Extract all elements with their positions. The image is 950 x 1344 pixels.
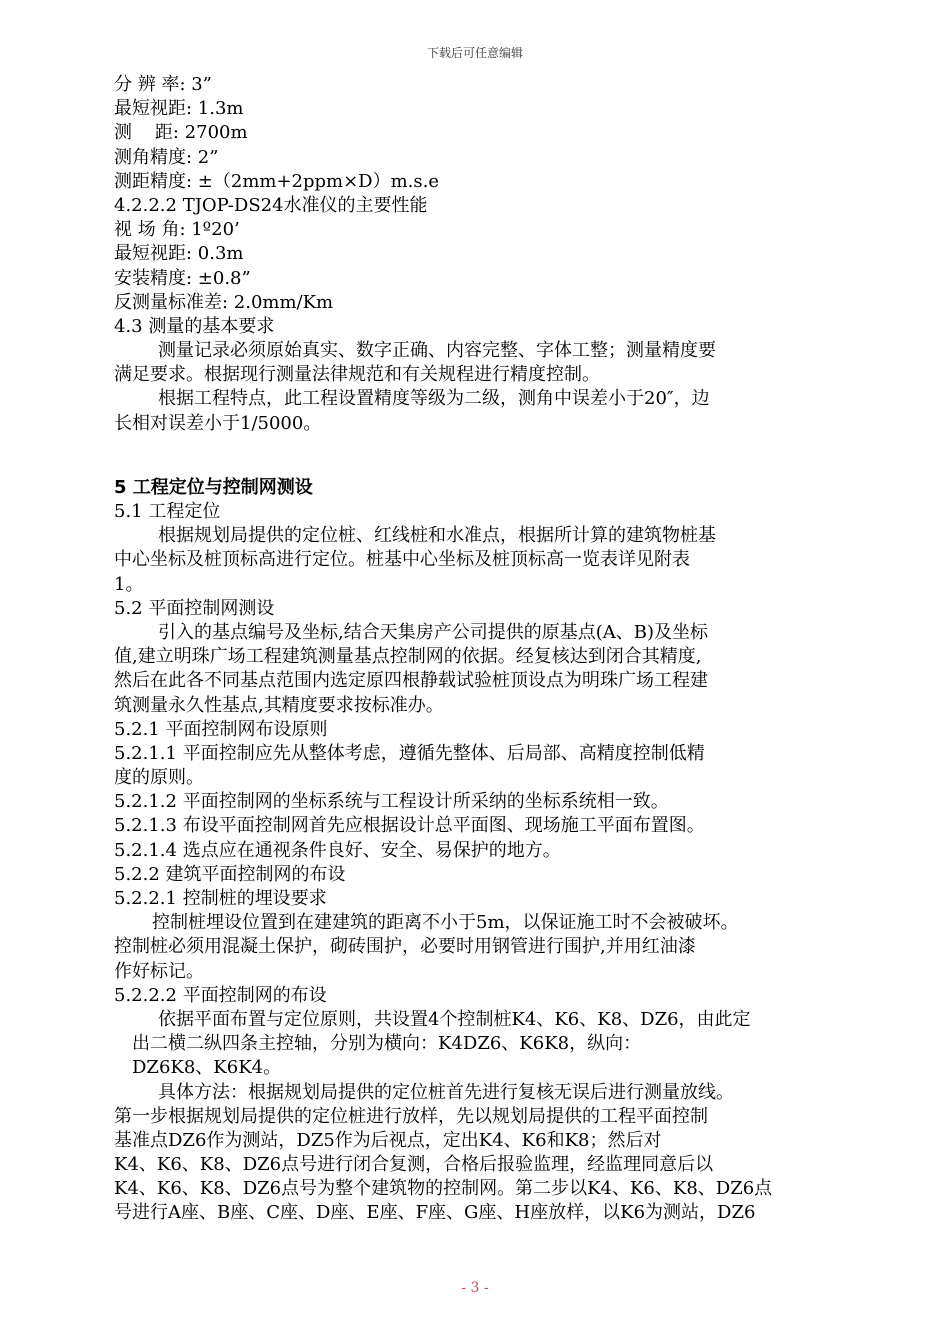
subsection-heading: 5.2.2.1 控制桩的埋设要求 [114, 888, 327, 909]
paragraph-line: 1。 [114, 573, 144, 595]
text-line: 测 距: 2700m [114, 122, 248, 144]
text-line: 分 辨 率: 3” [114, 74, 212, 95]
subsection-heading: 5.2.2 建筑平面控制网的布设 [114, 863, 346, 885]
subsection-heading: 5.2.2.2 平面控制网的布设 [114, 984, 327, 1006]
subsection-heading: 4.2.2.2 TJOP-DS24水准仪的主要性能 [114, 194, 428, 216]
paragraph-line: 5.2.1.3 布设平面控制网首先应根据设计总平面图、现场施工平面布置图。 [114, 815, 705, 837]
paragraph-line: 第一步根据规划局提供的定位桩进行放样，先以规划局提供的工程平面控制 [114, 1105, 708, 1127]
text-line: 反测量标准差: 2.0mm/Km [114, 291, 334, 313]
paragraph-line: 5.2.1.4 选点应在通视条件良好、安全、易保护的地方。 [114, 839, 561, 861]
text-line: 最短视距: 1.3m [114, 98, 244, 120]
paragraph-line: 满足要求。根据现行测量法律规范和有关规程进行精度控制。 [114, 364, 600, 386]
text-line: 最短视距: 0.3m [114, 243, 244, 265]
paragraph-line: 依据平面布置与定位原则，共设置4个控制桩K4、K6、K8、DZ6，由此定 [158, 1008, 751, 1030]
subsection-heading: 5.2.1 平面控制网布设原则 [114, 718, 328, 740]
paragraph-line: 然后在此各不同基点范围内选定原四根静载试验桩顶设点为明珠广场工程建 [114, 670, 708, 692]
paragraph-line: 控制桩埋设位置到在建建筑的距离不小于5m，以保证施工时不会被破坏。 [152, 912, 739, 934]
paragraph-line: DZ6K8、K6K4。 [132, 1057, 282, 1079]
document-body [114, 73, 856, 1226]
text-line: 安装精度: ±0.8” [114, 267, 251, 289]
text-line: 测距精度: ±（2mm+2ppm×D）m.s.e [114, 170, 440, 192]
paragraph-line: 根据工程特点，此工程设置精度等级为二级，测角中误差小于20″，边 [158, 388, 710, 410]
paragraph-line: 具体方法：根据规划局提供的定位桩首先进行复核无误后进行测量放线。 [158, 1081, 734, 1103]
paragraph-line: 5.2.1.1 平面控制应先从整体考虑，遵循先整体、后局部、高精度控制低精 [114, 742, 705, 764]
paragraph-line: 基准点DZ6作为测站，DZ5作为后视点，定出K4、K6和K8；然后对 [114, 1129, 662, 1151]
paragraph-line: 引入的基点编号及坐标,结合天集房产公司提供的原基点(A、B)及坐标 [158, 621, 708, 643]
paragraph-line: 5.2.1.2 平面控制网的坐标系统与工程设计所采纳的坐标系统相一致。 [114, 791, 669, 813]
paragraph-line: 测量记录必须原始真实、数字正确、内容完整、字体工整；测量精度要 [158, 340, 716, 362]
section-heading: 5 工程定位与控制网测设 [114, 476, 313, 498]
paragraph-line: K4、K6、K8、DZ6点号为整个建筑物的控制网。第二步以K4、K6、K8、DZ6点 [114, 1178, 773, 1200]
paragraph-line: K4、K6、K8、DZ6点号进行闭合复测，合格后报验监理，经监理同意后以 [114, 1154, 714, 1176]
subsection-heading: 4.3 测量的基本要求 [114, 315, 275, 337]
paragraph-line: 长相对误差小于1/5000。 [114, 412, 322, 434]
paragraph-line: 号进行A座、B座、C座、D座、E座、F座、G座、H座放样，以K6为测站，DZ6 [114, 1202, 756, 1224]
paragraph-line: 出二横二纵四条主控轴，分别为横向：K4DZ6、K6K8，纵向： [132, 1033, 642, 1055]
page-number: - 3 - [461, 1280, 489, 1296]
page-header: 下载后可任意编辑 [426, 46, 523, 60]
text-line: 测角精度: 2” [114, 146, 219, 168]
paragraph-line: 根据规划局提供的定位桩、红线桩和水准点，根据所计算的建筑物桩基 [158, 525, 716, 547]
paragraph-line: 作好标记。 [114, 960, 204, 982]
paragraph-line: 筑测量永久性基点,其精度要求按标准办。 [114, 694, 444, 716]
text-line: 视 场 角: 1º20’ [114, 219, 240, 241]
paragraph-line: 度的原则。 [114, 767, 204, 789]
paragraph-line: 值,建立明珠广场工程建筑测量基点控制网的依据。经复核达到闭合其精度, [114, 646, 702, 668]
subsection-heading: 5.2 平面控制网测设 [114, 597, 275, 619]
section-gap [114, 436, 856, 476]
paragraph-line: 中心坐标及桩顶标高进行定位。桩基中心坐标及桩顶标高一览表详见附表 [114, 549, 690, 571]
subsection-heading: 5.1 工程定位 [114, 501, 221, 522]
paragraph-line: 控制桩必须用混凝土保护，砌砖围护，必要时用钢管进行围护,并用红油漆 [114, 936, 696, 958]
